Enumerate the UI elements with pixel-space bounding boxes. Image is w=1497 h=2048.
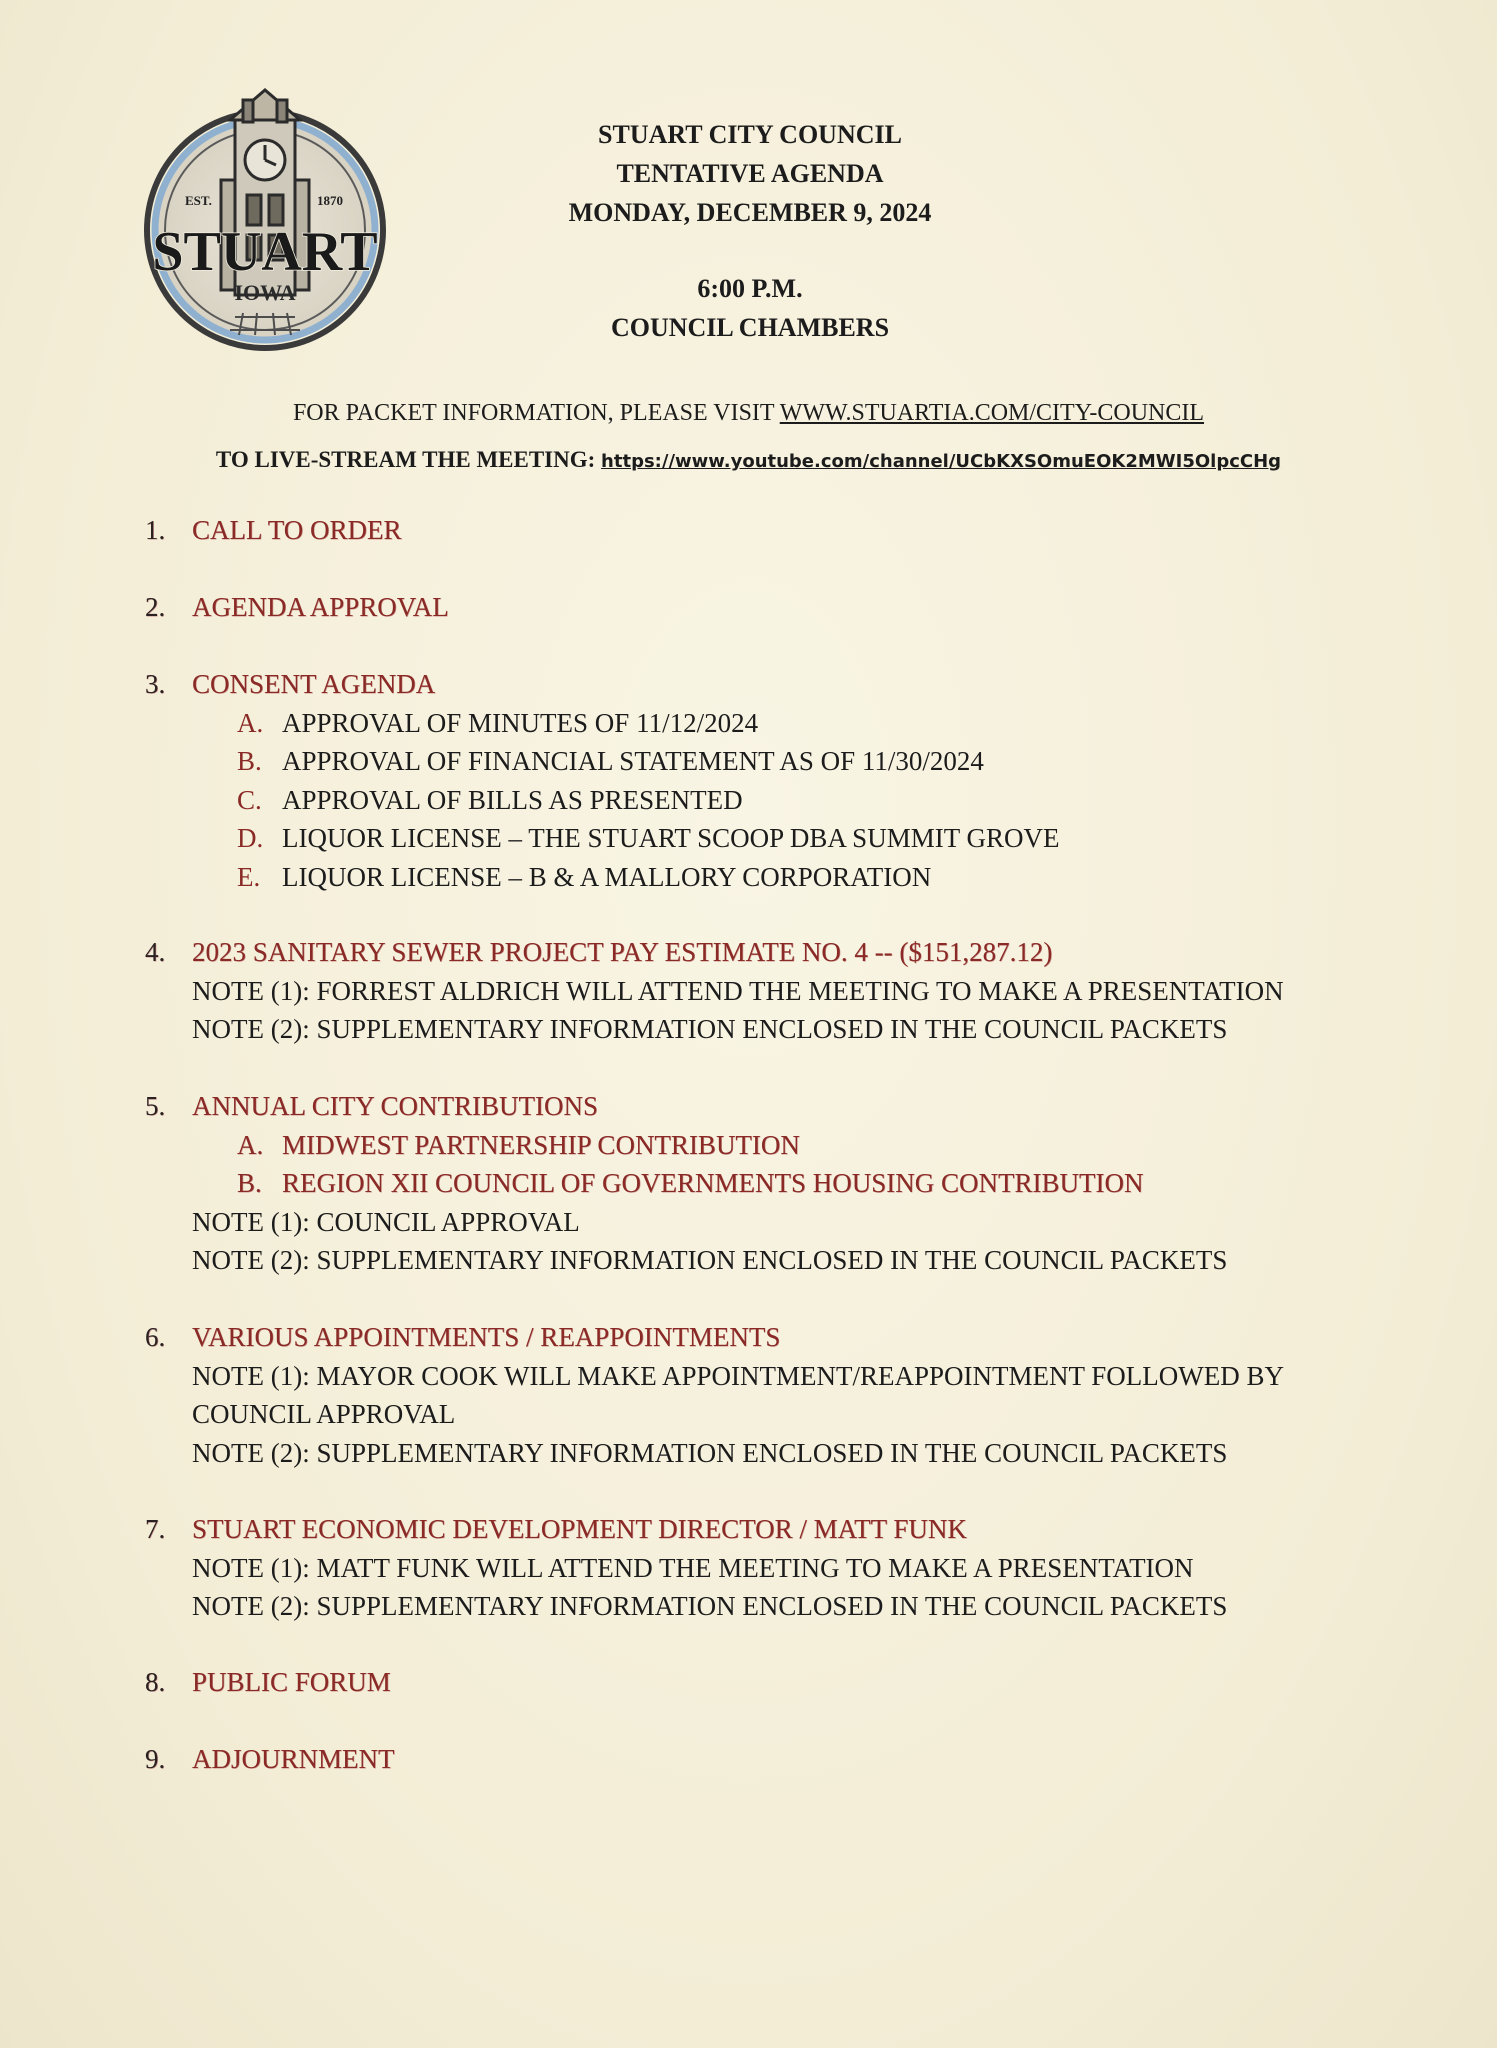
sub-item: A. MIDWEST PARTNERSHIP CONTRIBUTION bbox=[237, 1129, 800, 1160]
note: NOTE (2): SUPPLEMENTARY INFORMATION ENCLOSED IN THE COUNCIL PACKETS bbox=[192, 1591, 1228, 1621]
agenda-item-sewer-pay-estimate bbox=[145, 933, 1395, 1049]
item-number: 9. bbox=[145, 1744, 166, 1774]
item-title: PUBLIC FORUM bbox=[192, 1667, 391, 1697]
sub-item: B. APPROVAL OF FINANCIAL STATEMENT AS OF 11/30/2024 bbox=[237, 746, 984, 776]
sub-item: A. APPROVAL OF MINUTES OF 11/12/2024 bbox=[237, 707, 759, 738]
agenda-item-economic-development bbox=[145, 1510, 1395, 1626]
item-number: 4. bbox=[145, 937, 166, 967]
meeting-time: 6:00 P.M. bbox=[697, 274, 803, 303]
item-title: CALL TO ORDER bbox=[192, 515, 402, 545]
item-number: 6. bbox=[145, 1322, 166, 1352]
sub-item: E. LIQUOR LICENSE – B & A MALLORY CORPORATION bbox=[237, 861, 932, 892]
item-number: 5. bbox=[145, 1091, 166, 1121]
note: NOTE (1): MATT FUNK WILL ATTEND THE MEETING TO MAKE A PRESENTATION bbox=[192, 1552, 1194, 1583]
svg-text:1870: 1870 bbox=[317, 193, 343, 208]
item-title: CONSENT AGENDA bbox=[192, 669, 436, 699]
seal-icon bbox=[135, 85, 395, 355]
agenda-item-adjournment bbox=[145, 1740, 1395, 1779]
item-number: 7. bbox=[145, 1514, 166, 1544]
livestream-info bbox=[0, 447, 1497, 473]
item-title: ADJOURNMENT bbox=[192, 1744, 395, 1774]
packet-link[interactable]: WWW.STUARTIA.COM/CITY-COUNCIL bbox=[779, 400, 1205, 426]
item-title: STUART ECONOMIC DEVELOPMENT DIRECTOR / MATT FUNK bbox=[192, 1514, 967, 1544]
item-title: VARIOUS APPOINTMENTS / REAPPOINTMENTS bbox=[192, 1322, 781, 1352]
agenda-item-consent-agenda bbox=[145, 665, 1395, 896]
note: NOTE (1): COUNCIL APPROVAL bbox=[192, 1206, 580, 1237]
svg-text:IOWA: IOWA bbox=[234, 280, 296, 305]
item-number: 8. bbox=[145, 1667, 166, 1697]
svg-text:EST.: EST. bbox=[185, 193, 212, 208]
agenda-item-appointments bbox=[145, 1318, 1395, 1472]
item-number: 1. bbox=[145, 515, 166, 545]
livestream-label: TO LIVE-STREAM THE MEETING: bbox=[215, 447, 602, 472]
packet-info bbox=[0, 400, 1497, 427]
note: NOTE (1): MAYOR COOK WILL MAKE APPOINTMENT/REAPPOINTMENT FOLLOWED BY COUNCIL APPROVAL bbox=[192, 1360, 1283, 1429]
note: NOTE (2): SUPPLEMENTARY INFORMATION ENCLOSED IN THE COUNCIL PACKETS bbox=[192, 1245, 1228, 1275]
meeting-location: COUNCIL CHAMBERS bbox=[610, 313, 890, 342]
item-title: 2023 SANITARY SEWER PROJECT PAY ESTIMATE NO. 4 -- ($151,287.12) bbox=[192, 937, 1053, 967]
agenda-item-city-contributions bbox=[145, 1087, 1395, 1280]
item-number: 3. bbox=[145, 669, 166, 699]
note: NOTE (1): FORREST ALDRICH WILL ATTEND THE MEETING TO MAKE A PRESENTATION bbox=[192, 975, 1284, 1006]
sub-item: C. APPROVAL OF BILLS AS PRESENTED bbox=[237, 784, 743, 815]
meeting-date: MONDAY, DECEMBER 9, 2024 bbox=[568, 198, 932, 227]
svg-text:STUART: STUART bbox=[152, 221, 378, 283]
note: NOTE (2): SUPPLEMENTARY INFORMATION ENCLOSED IN THE COUNCIL PACKETS bbox=[192, 1437, 1228, 1468]
item-title: ANNUAL CITY CONTRIBUTIONS bbox=[192, 1091, 598, 1121]
agenda-item-public-forum bbox=[145, 1663, 1395, 1702]
council-title: STUART CITY COUNCIL bbox=[598, 120, 902, 149]
agenda-item-agenda-approval bbox=[145, 588, 1395, 627]
packet-label: FOR PACKET INFORMATION, PLEASE VISIT bbox=[292, 400, 780, 426]
livestream-link[interactable]: https://www.youtube.com/channel/UCbKXSOmuEOK2MWI5OlpcCHg bbox=[601, 451, 1282, 472]
agenda-item-call-to-order bbox=[145, 511, 1395, 550]
item-title: AGENDA APPROVAL bbox=[192, 592, 449, 622]
note: NOTE (2): SUPPLEMENTARY INFORMATION ENCLOSED IN THE COUNCIL PACKETS bbox=[192, 1014, 1228, 1044]
stuart-iowa-seal bbox=[135, 85, 395, 355]
sub-item: B. REGION XII COUNCIL OF GOVERNMENTS HOUSING CONTRIBUTION bbox=[237, 1168, 1144, 1198]
item-number: 2. bbox=[145, 592, 166, 622]
sub-item: D. LIQUOR LICENSE – THE STUART SCOOP DBA SUMMIT GROVE bbox=[237, 823, 1060, 853]
agenda-type: TENTATIVE AGENDA bbox=[616, 159, 884, 188]
agenda-header bbox=[520, 115, 980, 347]
